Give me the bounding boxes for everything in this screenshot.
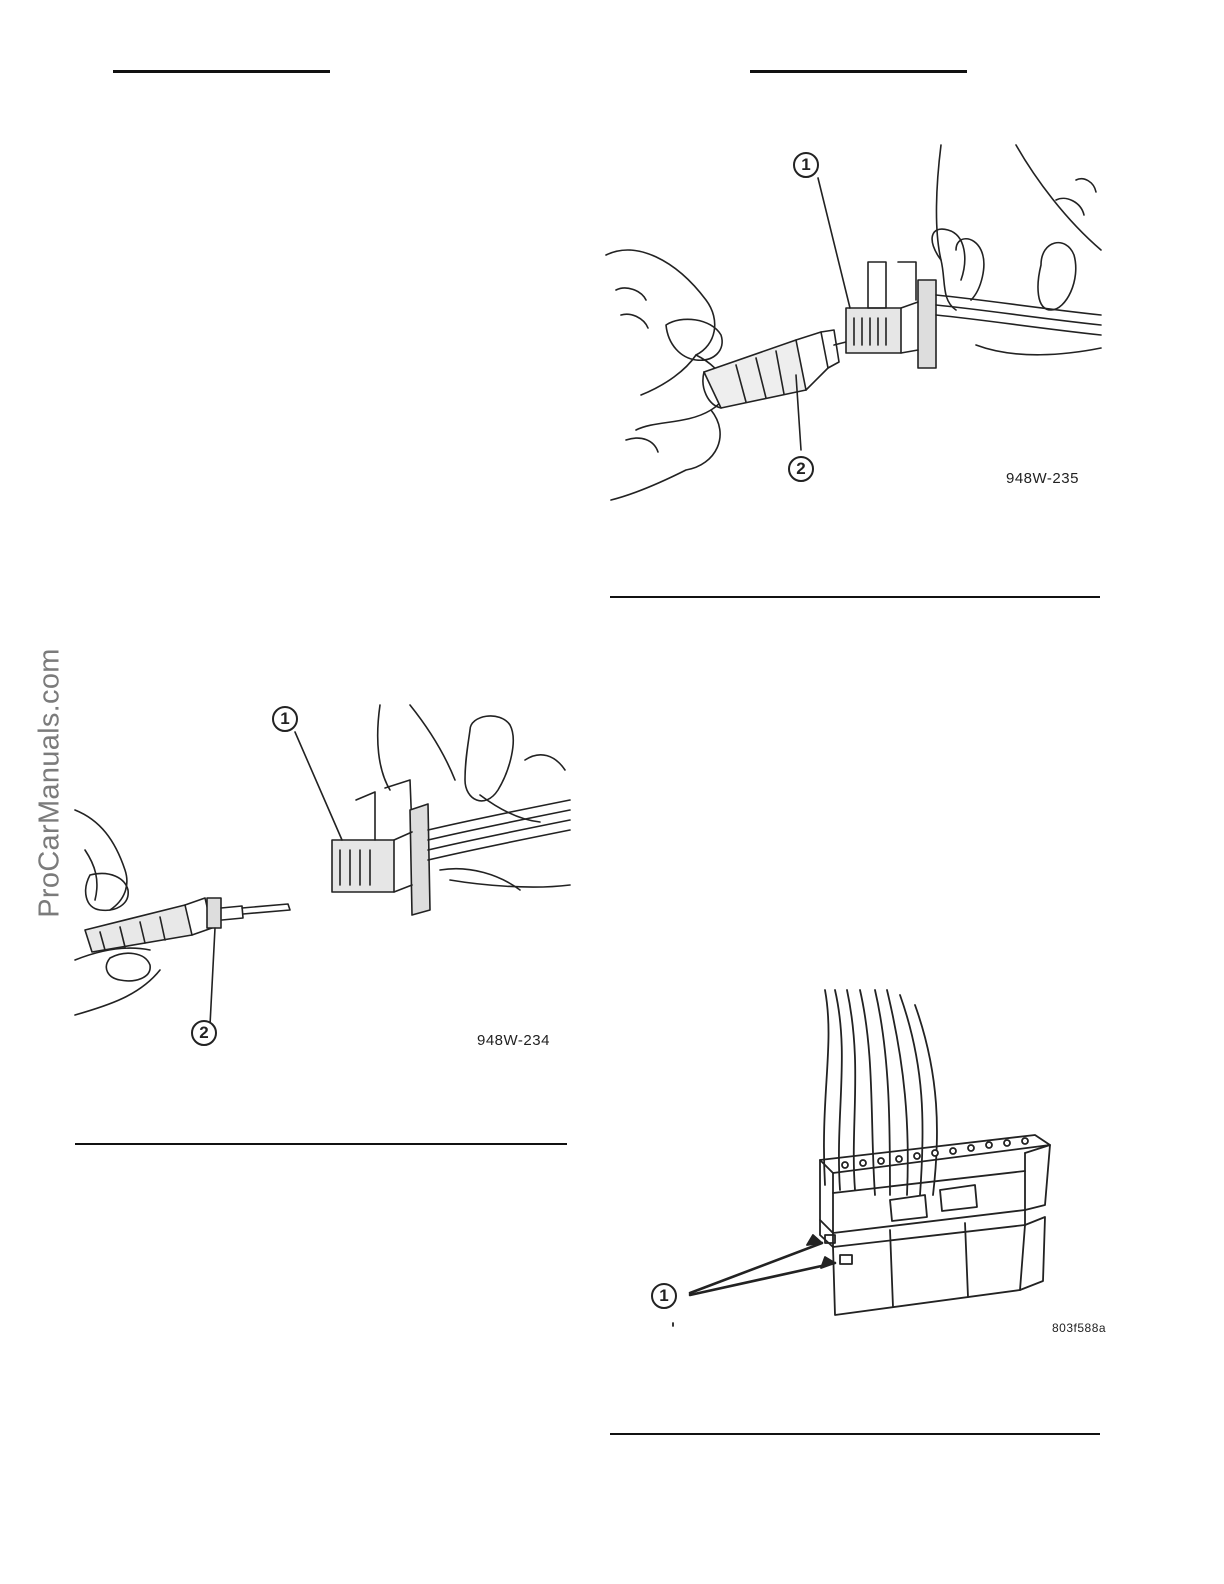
figure-948w-235: [596, 140, 1108, 505]
figure-948w-235-rule: [610, 596, 1100, 598]
figure-803f588a: [635, 985, 1125, 1340]
figure-code: 948W-234: [477, 1032, 550, 1049]
watermark-text: ProCarManuals.com: [33, 647, 66, 918]
callout-1: 1: [793, 152, 819, 178]
figure-803f588a-rule: [610, 1433, 1100, 1435]
watermark: [30, 645, 70, 920]
header-rule-right: [750, 70, 967, 73]
callout-2: 2: [788, 456, 814, 482]
figure-948w-234-rule: [75, 1143, 567, 1145]
figure-948w-234: [70, 700, 575, 1055]
figure-803f588a-illustration: [635, 985, 1125, 1340]
figure-948w-235-illustration: [596, 140, 1108, 505]
header-rule-left: [113, 70, 330, 73]
callout-1: 1: [272, 706, 298, 732]
figure-948w-234-illustration: [70, 700, 575, 1055]
figure-code: 803f588a: [1052, 1321, 1107, 1335]
callout-1: 1: [651, 1283, 677, 1309]
callout-2: 2: [191, 1020, 217, 1046]
figure-code: 948W-235: [1006, 470, 1079, 487]
